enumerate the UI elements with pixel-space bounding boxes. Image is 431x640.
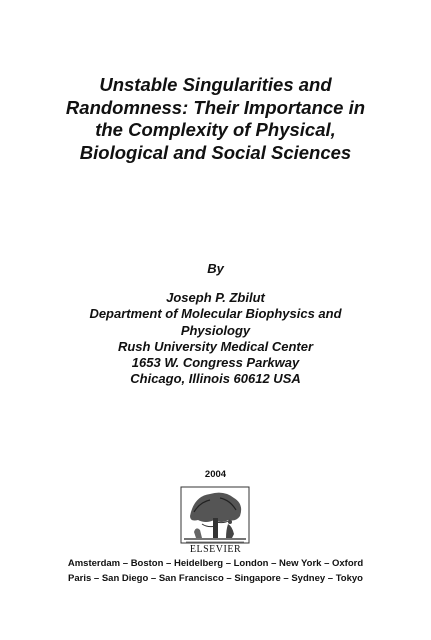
title-line-1: Unstable Singularities and [99, 74, 332, 95]
affiliation-line-5: Chicago, Illinois 60612 USA [130, 371, 301, 387]
publisher-cities [0, 557, 431, 586]
publication-year: 2004 [204, 469, 227, 480]
elsevier-tree-logo-graphic [180, 486, 250, 544]
affiliation-line-4: 1653 W. Congress Parkway [131, 355, 300, 371]
author-block [0, 290, 431, 388]
affiliation-line-3: Rush University Medical Center [117, 338, 314, 354]
affiliation-line-1: Department of Molecular Biophysics and [89, 306, 342, 322]
title-line-4: Biological and Social Sciences [79, 141, 352, 163]
title-line-3: the Complexity of Physical, [95, 119, 336, 140]
publisher-name: ELSEVIER [189, 544, 242, 555]
book-title [0, 74, 431, 164]
title-line-2: Randomness: Their Importance in [65, 96, 366, 118]
affiliation-line-2: Physiology [180, 322, 251, 338]
author-name: Joseph P. Zbilut [166, 290, 265, 305]
by-label: By [207, 261, 224, 276]
cities-line-2: Paris – San Diego – San Francisco – Singapore – Sydney – Tokyo [68, 572, 363, 584]
cities-line-1: Amsterdam – Boston – Heidelberg – London – New York – Oxford [67, 558, 364, 569]
